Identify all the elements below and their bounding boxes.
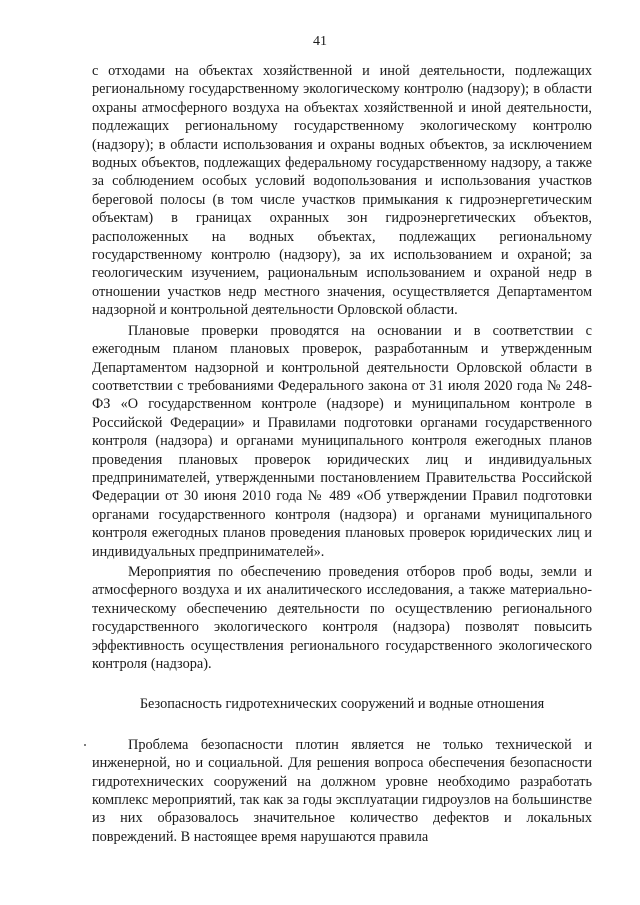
- document-body: [92, 62, 592, 846]
- scan-speck: [84, 744, 86, 746]
- paragraph-measures: Мероприятия по обеспечению проведения отборов проб воды, земли и атмосферного воздуха и их аналитического исследования, а также материально-техническому обеспечению деятельности по осуществлению регионального государственного экологического контроля (надзора) позволят повысить эффективность осуществления регионального государственного экологического контроля (надзора).: [92, 563, 592, 672]
- section-heading: Безопасность гидротехнических сооружений и водные отношения: [139, 696, 545, 713]
- paragraph-planned-inspections: Плановые проверки проводятся на основании и в соответствии с ежегодным планом плановых проверок, разработанным и утвержденным Департаментом надзорной и контрольной деятельности Орловской области в соответствии с требованиями Федерального закона от 31 июля 2020 года № 248-ФЗ «О государственном контроле (надзоре) и муниципальном контроле в Российской Федерации» и Правилами подготовки органами государственного контроля (надзора) и органами муниципального контроля ежегодных планов проведения плановых проверок юридических лиц и индивидуальных предпринимателей, утвержденными постановлением Правительства Российской Федерации от 30 июня 2010 года № 489 «Об утверждении Правил подготовки органами государственного контроля (надзора) и органами муниципального контроля ежегодных планов проведения плановых проверок юридических лиц и индивидуальных предпринимателей».: [92, 322, 592, 560]
- paragraph-continuation: с отходами на объектах хозяйственной и иной деятельности, подлежащих региональному государственному экологическому контролю (надзору); в области охраны атмосферного воздуха на объектах хозяйственной и иной деятельности, подлежащих региональному государственному экологическому контролю (надзору); в области использования и охраны водных объектов, за исключением водных объектов, подлежащих федеральному государственному надзору, а также за соблюдением особых условий водопользования и использования участков береговой полосы (в том числе участков примыкания к гидроэнергетическим объектам) в границах охранных зон гидроэнергетических объектов, расположенных на водных объектах, подлежащих региональному государственному контролю (надзору), за их использованием и охраной; за геологическим изучением, рациональным использованием и охраной недр в отношении участков недр местного значения, осуществляется Департаментом надзорной и контрольной деятельности Орловской области.: [92, 63, 592, 319]
- page-number: 41: [313, 34, 327, 49]
- paragraph-dam-safety: Проблема безопасности плотин является не только технической и инженерной, но и социальной. Для решения вопроса обеспечения безопасности гидротехнических сооружений на должном уровне необходимо разработать комплекс мероприятий, так как за годы эксплуатации гидроузлов на большинстве из них образовалось значительное количество дефектов и локальных повреждений. В настоящее время нарушаются правила: [92, 736, 592, 845]
